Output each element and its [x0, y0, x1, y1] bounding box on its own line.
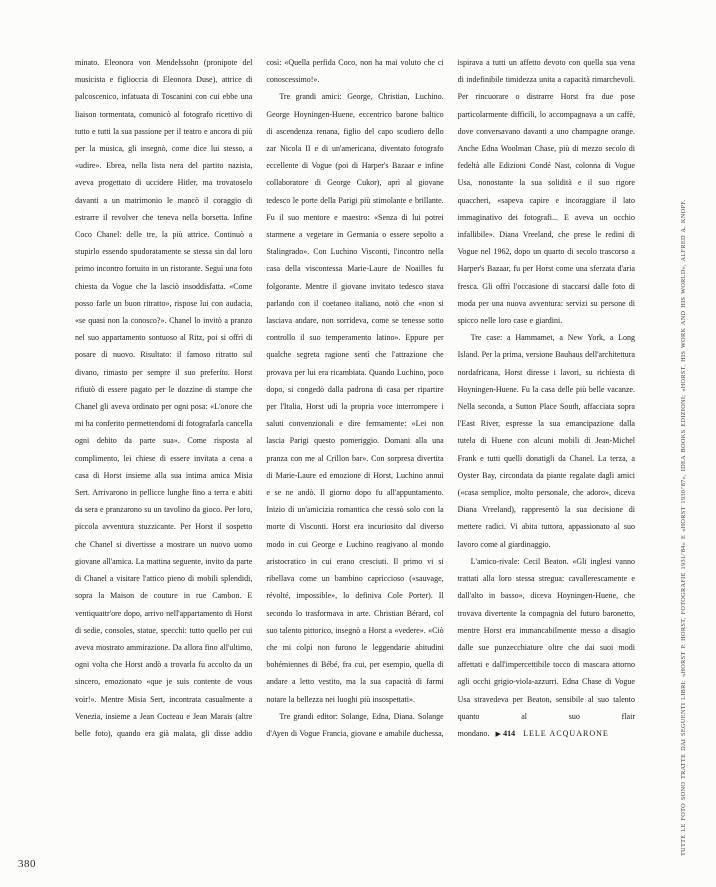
- right-triangle-arrow-icon: ▶: [495, 729, 501, 738]
- article-paragraph-5: [458, 553, 635, 743]
- author-byline: LELE ACQUARONE: [523, 728, 609, 738]
- article-paragraph-3: Tre grandi editor: Solange, Edna, Diana. Solange d'Ayen di Vogue Francia, giovane e amabile duchessa, ispirava a tutti un affetto devoto con quella sua vena di indefinibile timidezza unita a capacità rimarchevoli. Per rincuorare o distrarre Horst fra due pose particolarmente difficili, lo accompagnava a un caffè, dove conversavano davanti a uno champagne orange. Anche Edna Woolman Chase, più di mezzo secolo di fedeltà alle Edizioni Condé Nast, colonna di Vogue Usa, nonostante la sua solidità e il suo rigore quaccheri, «sapeva capire e incoraggiare il lato immaginativo dei fotografi... E aveva un occhio infallibile». Diana Vreeland, che prese le redini di Vogue nel 1962, dopo un quarto di secolo trascorso a Harper's Bazaar, fu per Horst come una sferzata d'aria fresca. Gli offrì l'occasione di staccarsi dalle foto di moda per una nuova avventura: servizi su persone di spicco nelle loro case e giardini.: [266, 58, 635, 738]
- page-number: 380: [18, 858, 36, 870]
- article-body: [75, 54, 635, 743]
- continuation-ref: [495, 729, 515, 738]
- article-paragraph-2: Tre grandi amici: George, Christian, Luchino. George Hoyningen-Huene, eccentrico barone baltico di ascendenza renana, figlio del capo scudiero dello zar Nicola II e di un'americana, diventato fotografo eccellente di Vogue (poi di Harper's Bazaar e infine collaboratore di George Cukor), aprì al giovane tedesco le porte della Parigi più stimolante e brillante. Fu il suo mentore e maestro: «Senza di lui potrei starmene a vegetare in Germania o essere sepolto a Stalingrado». Con Luchino Visconti, l'incontro nella casa della viscontessa Marie-Laure de Noailles fu folgorante. Mentre il giovane invitato tedesco stava parlando con il coetaneo italiano, notò che «non si lasciava andare, non sorrideva, come se tenesse sotto controllo il suo temperamento latino». Eppure per qualche segreta ragione sentì che l'attrazione che provava per lui era ricambiata. Quando Luchino, poco dopo, si congedò dalla padrona di casa per ripartire per l'Italia, Horst udì la propria voce interrompere i saluti convenzionali e dire fermamente: «Lei non lascia Parigi questo pomeriggio. Domani alla una pranza con me al Crillon bar». Con sorpresa divertita di Marie-Laure ed emozione di Horst, Luchino annuì e se ne andò. Il giorno dopo fu all'appuntamento. Inizio di un'amicizia romantica che cessò solo con la morte di Visconti. Horst era incuriosito dal diverso modo in cui George e Luchino reagivano al mondo aristocratico in cui erano cresciuti. Il primo vi si ribellava come un bambino capriccioso («sauvage, révolté, impossible», lo definiva Cole Porter). Il secondo lo trasformava in arte. Christian Bérard, col suo talento pittorico, insegnò a Horst a «vedere». «Ciò che mi colpì non furono le leggendarie abitudini bohémiennes di Bébé, fra cui, per esempio, quella di andare a letto vestito, ma la sua capacità di farmi notare la bellezza nei luoghi più insospettati».: [266, 92, 444, 704]
- article-paragraph-4: Tre case: a Hammamet, a New York, a Long Island. Per la prima, versione Bauhaus dell'architettura nordafricana, Horst diresse i lavori, su richiesta di Hoyningen-Huene. Fu la casa delle più belle vacanze. Nella seconda, a Sutton Place South, affacciata sopra l'East River, espresse la sua emancipazione dalla tutela di Huene con alcuni mobili di Jean-Michel Frank e tutti quelli donatigli da Chanel. La terza, a Oyster Bay, circondata da piante regalate dagli amici («casa semplice, molto personale, che adoro», diceva Diana Vreeland), rappresentò la sua decisione di mettere radici. Vi abita tuttora, appassionato al suo lavoro come al giardinaggio.: [457, 333, 635, 549]
- article-paragraph-5-text: L'amico-rivale: Cecil Beaton. «Gli inglesi vanno trattati alla loro stessa stregua: cavallerescamente e dall'alto in basso», diceva Hoyningen-Huene, che trovava divertente la compagnia del futuro baronetto, mentre Horst era immancabilmente messo a disagio dalle sue punzecchiature oltre che dai suoi modi affettati e dall'impercettibile tocco di mascara attorno agli occhi grigio-viola-azzurri. Edna Chase di Vogue Usa stravedeva per Beaton, sensibile al suo talento quanto al suo flair mondano.: [457, 556, 635, 738]
- article-paragraph-1: minato. Eleonora von Mendelssohn (pronipote del musicista e figlioccia di Eleonora Duse), attrice di palcoscenico, infatuata di Toscanini con cui ebbe una liaison tormentata, comunicò al fotografo ricettivo di tutto e tutti la sua passione per il teatro e ancora di più per la musica, gli insegnò, come dice lui stesso, a «udire». Ebrea, nella lista nera del partito nazista, aveva progettato di uccidere Hitler, ma trovatoselo davanti a un matrimonio le mancò il coraggio di estrarre il revolver che teneva nella borsetta. Infine Coco Chanel: delle tre, la più attrice. Continuò a stupirlo essendo spudoratamente se stessa sin dal loro primo incontro fortuito in un ristorante. Seguì una foto chiesta da Vogue che la lasciò insoddisfatta. «Come posso farle un buon ritratto», rispose lui con audacia, «se quasi non la conosco?». Chanel lo invitò a pranzo nel suo appartamento sontuoso al Ritz, poi si offrì di posare di nuovo. Risultato: il famoso ritratto sul divano, rimasto per sempre il suo preferito. Horst rifiutò di essere pagato per le dozzine di stampe che Chanel gli aveva ordinato per ogni posa: «L'onore che mi ha conferito permettendomi di fotografarla cancella ogni debito da parte sua». Come risposta al complimento, lei chiese di essere invitata a cena a casa di Horst insieme alla sua intima amica Misia Sert. Arrivarono in pellicce lunghe fino a terra e abiti da sera e pranzarono su un tavolino da gioco. Per loro, piccola avventura stuzzicante. Per Horst il sospetto che Chanel si divertisse a mostrare un nuovo uomo giovane all'amica. La mattina seguente, invito da parte di Chanel a visitare l'attico pieno di mobili splendidi, sopra la Maison de couture in rue Cambon. E ventiquattr'ore dopo, arrivo nell'appartamento di Horst di sedie, consoles, statue, specchi: tutto quello per cui aveva mostrato ammirazione. Da allora fino all'ultimo, ogni volta che Horst andò a trovarla fu accolto da un sincero, emozionato «que je suis contente de vous voir!». Mentre Misia Sert, incontrata casualmente a Venezia, insieme a Jean Cocteau e Jean Marais (altre belle foto), quando era già malata, gli disse addio così: «Quella perfida Coco, non ha mai voluto che ci conoscessimo!».: [75, 58, 444, 738]
- continuation-page-ref: 414: [503, 728, 516, 738]
- photo-credits-vertical-caption: TUTTE LE FOTO SONO TRATTE DAI SEGUENTI LIBRI: «HORST P. HORST, FOTOGRAFIE 1931/'84» E «HORST 1930/'87», IDEA BOOKS EDIZIONI; «HORST, HIS WORK AND HIS WORLD», ALFRED A. KNOPF.: [680, 199, 687, 856]
